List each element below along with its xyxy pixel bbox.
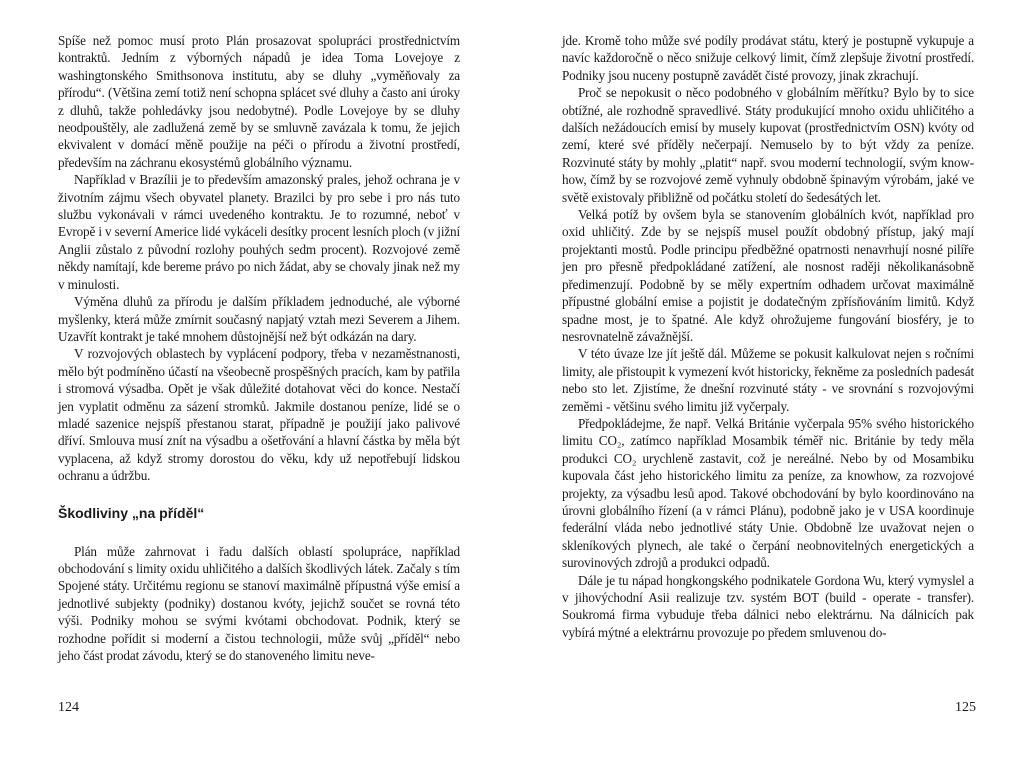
paragraph: Výměna dluhů za přírodu je dalším příkladem jednoduché, ale výborné myšlenky, která může zmírnit současný napjatý vztah mezi Severem a Jihem. Uzavřít kontrakt je také mnohem důstojnější než být odkázán na dary. [58,294,460,344]
left-text-column [58,32,460,664]
paragraph: Například v Brazílii je to především amazonský prales, jehož ochrana je v životním zájmu všech obyvatel planety. Brazilci by pro sebe i pro nás tuto službu vykonávali v rámci uvedeného kontraktu. Je to rozumné, neboť v Evropě i v severní Americe lidé vykáceli desítky procent lesních ploch (v jižní Anglii zůstalo z původní rozlohy pouhých sedm procent). Rozvojové země někdy namítají, kde bereme právo po nich žádat, aby se chovaly jinak než my v minulosti. [58,172,460,292]
paragraph: Velká potíž by ovšem byla se stanovením globálních kvót, například pro oxid uhličitý. Zde by se nejspíš musel použít obdobný přístup, jaký mají projektanti mostů. Podle principu předběžné opatrnosti nenavrhují nosné pilíře jen pro přesně předpokládané zatížení, ale nosnost raději několikanásobně předimenzují. Podobně by se měly expertním odhadem určovat maximálně přípustné globální emise a pojistit je dodatečným zpřísňováním limitů. Když spadne most, je to špatné. Ale když ohrožujeme fungování biosféry, je to nesrovnatelně závažnější. [562,207,974,344]
section-heading: Škodliviny „na příděl“ [58,504,205,521]
right-page [512,0,1024,757]
paragraph: Proč se nepokusit o něco podobného v globálním měřítku? Bylo by to sice obtížné, ale rozhodně spravedlivé. Státy produkující mnoho oxidu uhličitého a dalších nežádoucích emisí by musely kupovat (prostřednictvím OSN) kvóty od zemí, které své příděly nečerpají. Nemuselo by to být vždy za peníze. Rozvinuté státy by mohly „platit“ např. svou moderní technologií, svým know-how, čímž by se rozvojové země vyhnuly obdobně špinavým výrobám, jaké ve světě existovaly přibližně od počátku století do šedesátých let. [562,85,974,205]
paragraph: jde. Kromě toho může své podíly prodávat státu, který je postupně vykupuje a navíc každoročně o něco snižuje celkový limit, čímž zlepšuje životní prostředí. Podniky jsou nuceny postupně zavádět čisté provozy, jinak zkrachují. [562,33,974,83]
paragraph: Dále je tu nápad hongkongského podnikatele Gordona Wu, který vymyslel a v jihovýchodní Asii realizuje tzv. systém BOT (build - operate - transfer). Soukromá firma vybuduje třeba dálnici nebo elektrárnu. Na dálnicích pak vybírá mýtné a elektrárnu provozuje po předem smluvenou do- [562,572,974,640]
paragraph: V rozvojových oblastech by vyplácení podpory, třeba v nezaměstnanosti, mělo být podmíněno účastí na všeobecně prospěšných pracích, kam by patřila i stromová výsadba. Opět je však důležité dotahovat věci do konce. Nestačí jen vyplatit odměnu za sázení stromků. Jakmile dostanou peníze, lidé se o mladé sazenice nejspíš přestanou starat, případně je použijí jako palivové dříví. Smlouva musí znít na výsadbu a ošetřování a hlavní částka by měla být vyplacena, až když stromy dorostou do věku, kdy už nepotřebují lidskou ochranu a údržbu. [58,346,460,484]
right-text-column [562,32,974,641]
paragraph: Spíše než pomoc musí proto Plán prosazovat spolupráci prostřednictvím kontraktů. Jedním z výborných nápadů je idea Toma Lovejoye z washingtonského Smithsonova institutu, aby se dluhy „vyměňovaly za přírodu“. (Většina zemí totiž není schopna splácet své dluhy a často ani úroky z dluhů, takže pohledávky jsou nedobytné). Podle Lovejoye by se dluhy neodpouštěly, ale zadlužená země by se smluvně zavázala k tomu, že jejich ekvivalent v domácí měně použije na péči o přírodu a životní prostředí, především na záchranu ekosystémů globálního významu. [58,33,460,170]
page-number: 125 [955,700,976,715]
paragraph: Předpokládejme, že např. Velká Británie vyčerpala 95% svého historického limitu CO₂, zatímco například Mosambik téměř nic. Británie by tedy měla produkci CO₂ urychleně zastavit, což je nereálné. Nebo by od Mosambiku kupovala část jeho historického limitu za peníze, za knowhow, za rozvojové projekty, za výsadbu lesů apod. Takové obchodování by bylo koordinováno na úrovni globálního řízení (a v rámci Plánu), podobně jako je v USA koordinuje federální vláda nebo jednotlivé státy Unie. Obdobně lze uvažovat nejen o skleníkových plynech, ale také o čerpání neobnovitelných energetických a surovinových zdrojů a produkci odpadů. [562,415,974,571]
paragraph: Plán může zahrnovat i řadu dalších oblastí spolupráce, například obchodování s limity oxidu uhličitého a dalších škodlivých látek. Začaly s tím Spojené státy. Určitému regionu se stanoví maximálně přípustná výše emisí a jednotlivé subjekty (podniky) dostanou kvóty, jejichž součet se rovná této výši. Podniky mohou se svými kvótami obchodovat. Podnik, který se rozhodne pořídit si moderní a čistou technologii, může svůj „příděl“ nebo jeho část prodat závodu, který se do stanoveného limitu neve- [58,543,460,663]
page-number: 124 [58,700,79,715]
paragraph: V této úvaze lze jít ještě dál. Můžeme se pokusit kalkulovat nejen s ročními limity, ale přistoupit k vymezení kvót historicky, řekněme za posledních padesát nebo sto let. Zjistíme, že dnešní rozvinuté státy - ve srovnání s rozvojovými zeměmi - většinu svého limitu již vyčerpaly. [562,346,974,414]
